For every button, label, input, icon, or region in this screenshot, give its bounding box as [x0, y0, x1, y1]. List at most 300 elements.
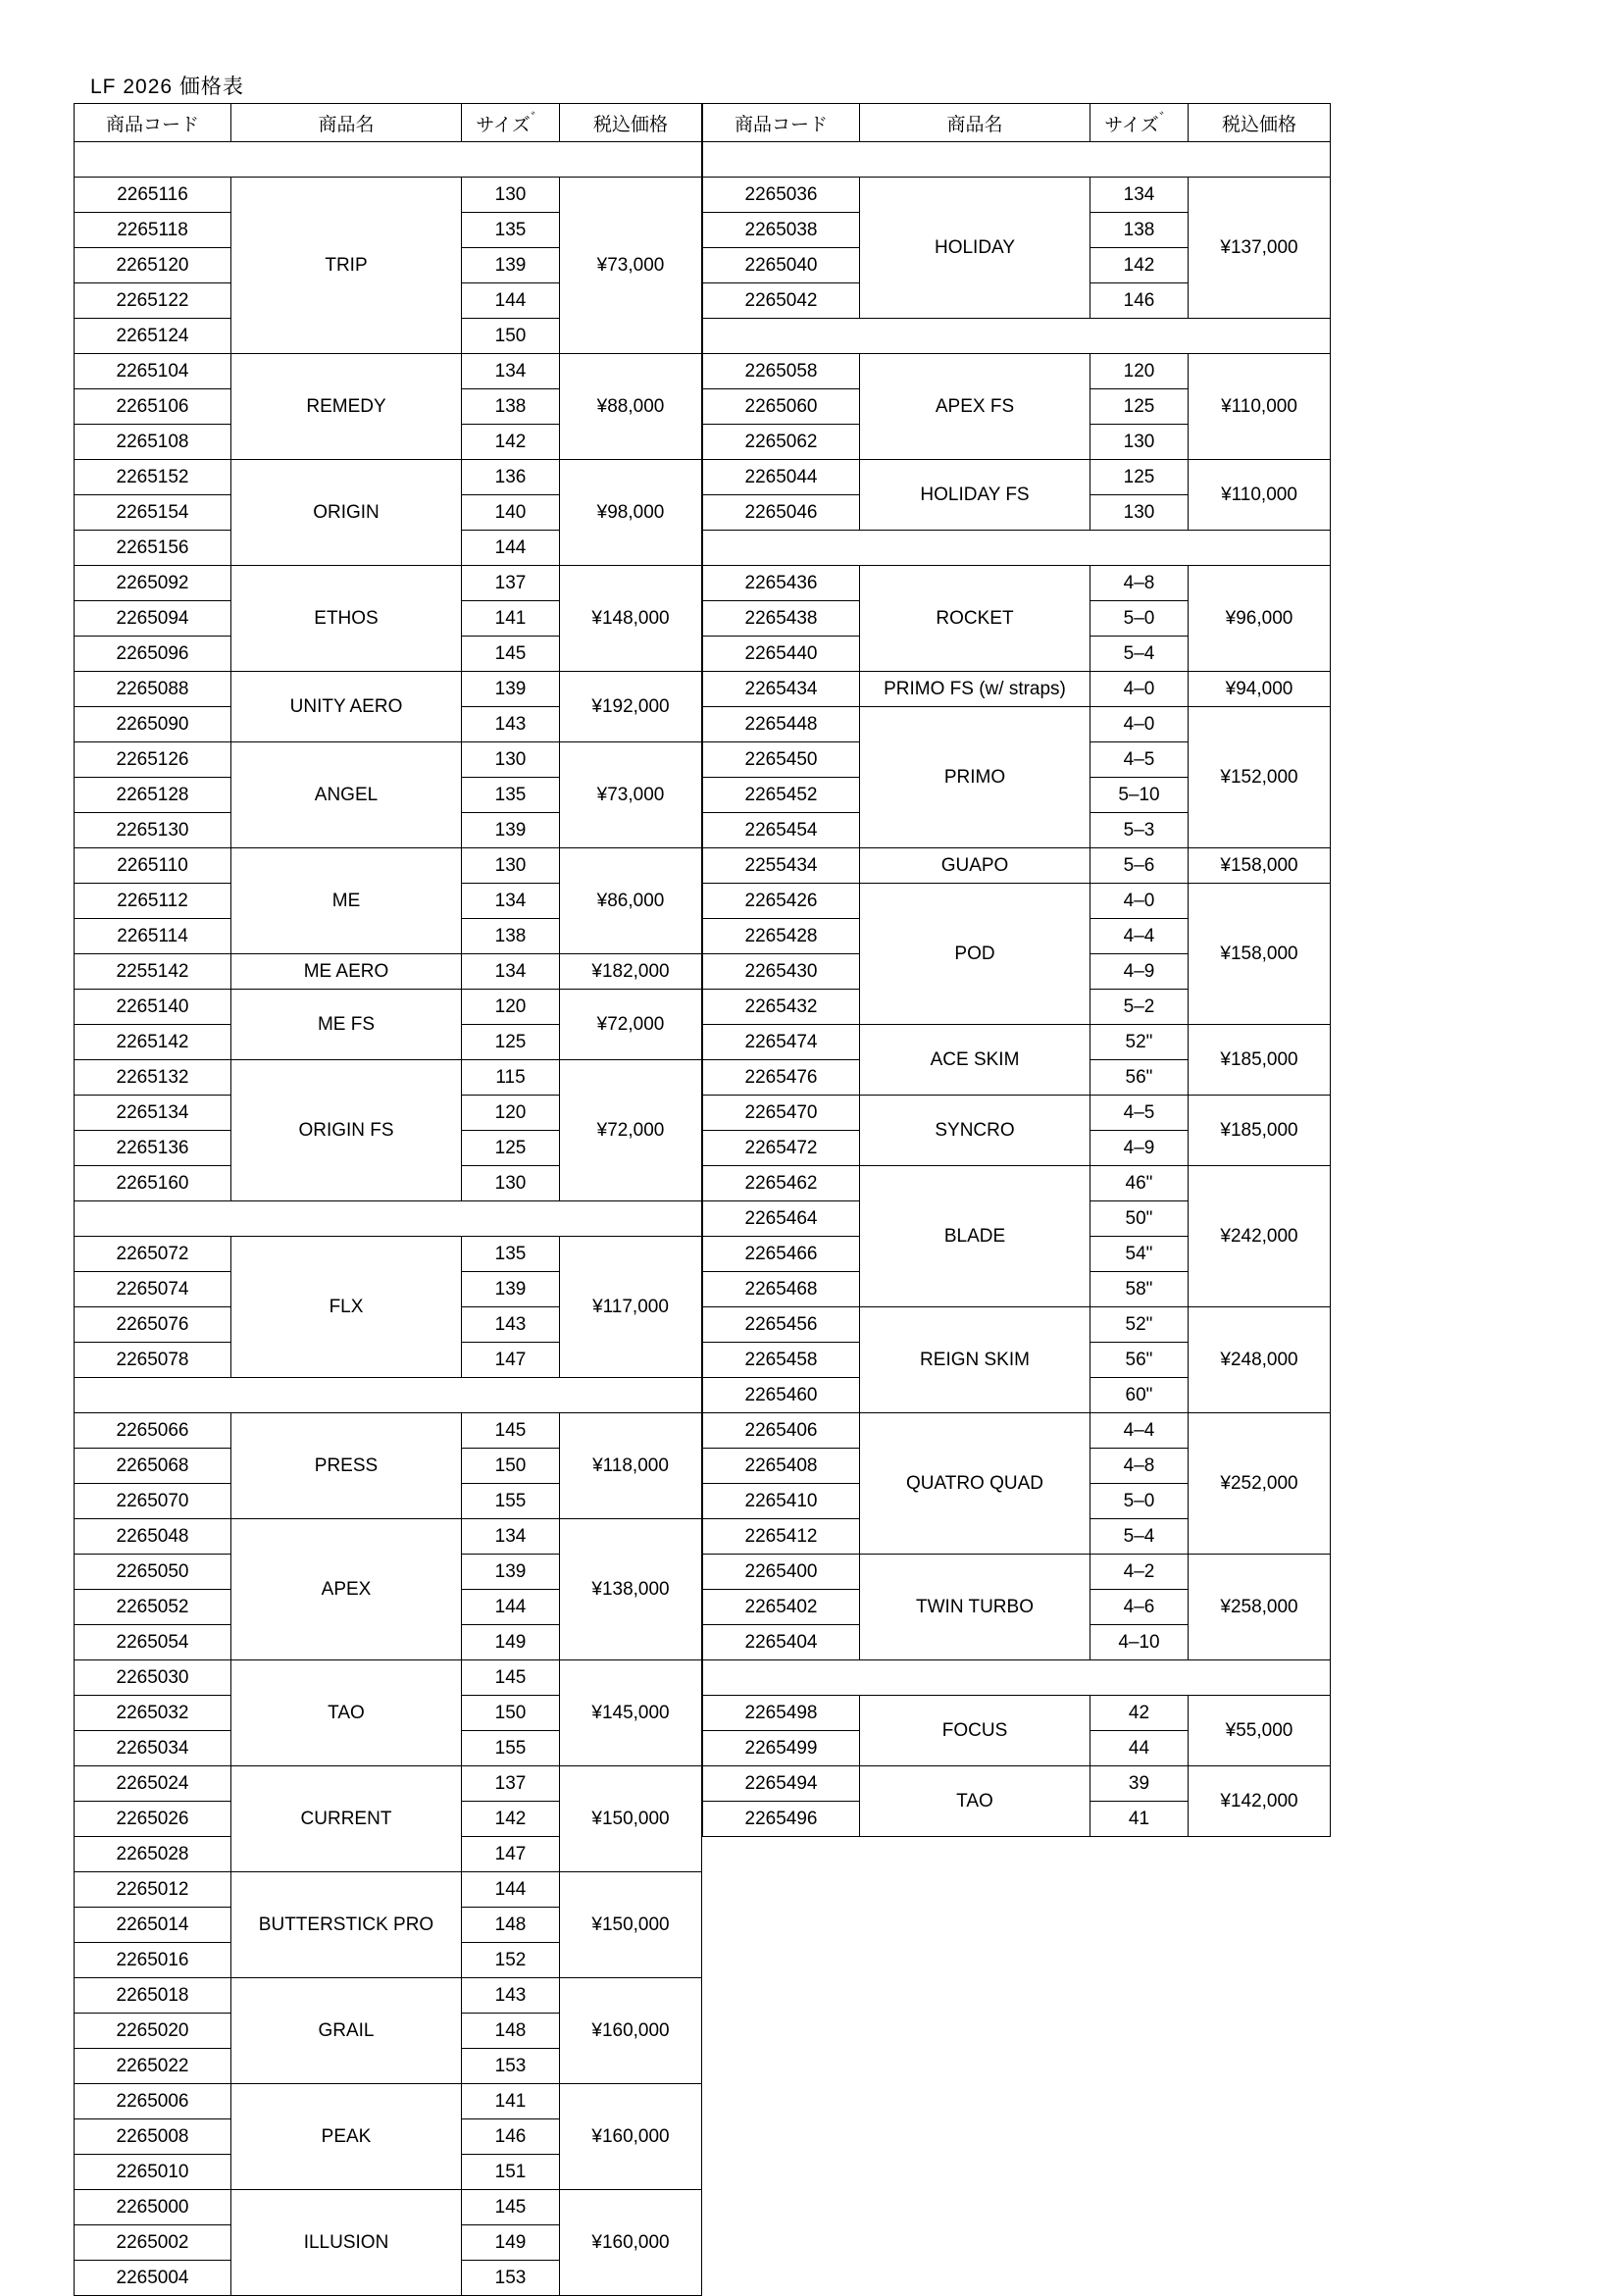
table-row: [703, 1307, 1331, 1343]
product-price: ¥192,000: [560, 672, 702, 742]
product-size: 136: [462, 460, 560, 495]
product-name: HOLIDAY FS: [860, 460, 1090, 531]
product-size: 60": [1090, 1378, 1189, 1413]
product-size: 125: [1090, 460, 1189, 495]
product-code: 2265050: [75, 1555, 231, 1590]
product-name: ME: [231, 848, 462, 954]
product-code: 2265456: [703, 1307, 860, 1343]
product-price: ¥55,000: [1189, 1696, 1331, 1766]
product-price: ¥248,000: [1189, 1307, 1331, 1413]
table-row: [75, 566, 702, 601]
header-name: 商品名: [231, 104, 462, 142]
product-price: ¥110,000: [1189, 460, 1331, 531]
product-name: QUATRO QUAD: [860, 1413, 1090, 1555]
product-code: 2265454: [703, 813, 860, 848]
section-header-row: [703, 142, 1331, 178]
product-size: 46": [1090, 1166, 1189, 1201]
product-code: 2265044: [703, 460, 860, 495]
table-row: [75, 1413, 702, 1449]
product-code: 2265110: [75, 848, 231, 884]
product-code: 2265116: [75, 178, 231, 213]
product-code: 2265020: [75, 2014, 231, 2049]
product-size: 153: [462, 2049, 560, 2084]
product-code: 2265114: [75, 919, 231, 954]
product-price: ¥110,000: [1189, 354, 1331, 460]
product-size: 142: [462, 425, 560, 460]
product-size: 146: [1090, 283, 1189, 319]
table-row: [75, 742, 702, 778]
product-code: 2265128: [75, 778, 231, 813]
product-size: 138: [462, 919, 560, 954]
table-row: [75, 1978, 702, 2014]
table-row: [703, 1166, 1331, 1201]
product-size: 144: [462, 531, 560, 566]
product-size: 138: [462, 389, 560, 425]
product-code: 2265460: [703, 1378, 860, 1413]
product-code: 2265112: [75, 884, 231, 919]
product-code: 2265470: [703, 1096, 860, 1131]
product-size: 50": [1090, 1201, 1189, 1237]
product-price: ¥117,000: [560, 1237, 702, 1378]
product-size: 145: [462, 2190, 560, 2225]
product-code: 2265126: [75, 742, 231, 778]
section-header-row: [75, 142, 702, 178]
product-name: TWIN TURBO: [860, 1555, 1090, 1660]
product-code: 2265432: [703, 990, 860, 1025]
product-code: 2265054: [75, 1625, 231, 1660]
product-name: TRIP: [231, 178, 462, 354]
product-size: 135: [462, 213, 560, 248]
product-price: ¥138,000: [560, 1519, 702, 1660]
table-row: [75, 1660, 702, 1696]
product-name: ME AERO: [231, 954, 462, 990]
product-code: 2265010: [75, 2155, 231, 2190]
product-size: 4–6: [1090, 1590, 1189, 1625]
product-size: 5–6: [1090, 848, 1189, 884]
table-row: [703, 1413, 1331, 1449]
product-name: ME FS: [231, 990, 462, 1060]
product-name: ILLUSION: [231, 2190, 462, 2296]
product-size: 143: [462, 1307, 560, 1343]
product-code: 2265428: [703, 919, 860, 954]
product-code: 2265058: [703, 354, 860, 389]
table-row: [703, 1766, 1331, 1802]
product-size: 139: [462, 672, 560, 707]
product-price: ¥182,000: [560, 954, 702, 990]
product-price: ¥185,000: [1189, 1025, 1331, 1096]
table-row: [75, 460, 702, 495]
header-name: 商品名: [860, 104, 1090, 142]
product-price: ¥160,000: [560, 2084, 702, 2190]
product-name: FOCUS: [860, 1696, 1090, 1766]
product-name: BUTTERSTICK PRO: [231, 1872, 462, 1978]
section-header-row: [703, 319, 1331, 354]
product-code: 2265060: [703, 389, 860, 425]
product-code: 2265412: [703, 1519, 860, 1555]
table-row: [703, 884, 1331, 919]
table-row: [75, 672, 702, 707]
product-price: ¥158,000: [1189, 848, 1331, 884]
product-size: 41: [1090, 1802, 1189, 1837]
product-code: 2265430: [703, 954, 860, 990]
product-price: ¥72,000: [560, 1060, 702, 1201]
product-code: 2265000: [75, 2190, 231, 2225]
product-size: 125: [1090, 389, 1189, 425]
product-size: 130: [462, 848, 560, 884]
table-row: [703, 672, 1331, 707]
product-price: ¥98,000: [560, 460, 702, 566]
product-name: PRIMO: [860, 707, 1090, 848]
product-name: PRIMO FS (w/ straps): [860, 672, 1090, 707]
product-size: 5–0: [1090, 1484, 1189, 1519]
product-size: 134: [462, 954, 560, 990]
product-code: 2265458: [703, 1343, 860, 1378]
product-code: 2265046: [703, 495, 860, 531]
product-size: 5–2: [1090, 990, 1189, 1025]
product-code: 2255434: [703, 848, 860, 884]
product-size: 4–0: [1090, 707, 1189, 742]
product-size: 149: [462, 1625, 560, 1660]
product-code: 2265002: [75, 2225, 231, 2261]
product-price: ¥242,000: [1189, 1166, 1331, 1307]
table-row: [75, 1766, 702, 1802]
product-code: 2265130: [75, 813, 231, 848]
table-row: [75, 2190, 702, 2225]
product-size: 4–5: [1090, 1096, 1189, 1131]
product-price: ¥96,000: [1189, 566, 1331, 672]
product-size: 143: [462, 707, 560, 742]
product-code: 2265142: [75, 1025, 231, 1060]
product-size: 139: [462, 248, 560, 283]
product-code: 2265436: [703, 566, 860, 601]
product-name: SYNCRO: [860, 1096, 1090, 1166]
product-size: 137: [462, 1766, 560, 1802]
product-size: 150: [462, 1449, 560, 1484]
product-size: 4–4: [1090, 1413, 1189, 1449]
product-code: 2265452: [703, 778, 860, 813]
section-title: WAKEBOARD – BOAT –: [75, 142, 702, 178]
product-size: 52": [1090, 1025, 1189, 1060]
product-price: ¥118,000: [560, 1413, 702, 1519]
table-row: [703, 1696, 1331, 1731]
section-header-row: [703, 1660, 1331, 1696]
table-row: [703, 1096, 1331, 1131]
product-price: ¥148,000: [560, 566, 702, 672]
product-code: 2265048: [75, 1519, 231, 1555]
product-code: 2265040: [703, 248, 860, 283]
product-code: 2265474: [703, 1025, 860, 1060]
header-code: 商品コード: [75, 104, 231, 142]
product-name: HOLIDAY: [860, 178, 1090, 319]
product-size: 5–0: [1090, 601, 1189, 637]
product-name: CURRENT: [231, 1766, 462, 1872]
product-size: 42: [1090, 1696, 1189, 1731]
product-code: 2265042: [703, 283, 860, 319]
product-code: 2265078: [75, 1343, 231, 1378]
product-price: ¥185,000: [1189, 1096, 1331, 1166]
page-title: LF 2026 価格表: [90, 76, 244, 98]
section-header-row: [75, 1201, 702, 1237]
product-name: PRESS: [231, 1413, 462, 1519]
product-size: 130: [462, 178, 560, 213]
product-name: GRAIL: [231, 1978, 462, 2084]
section-title: MEN'S WAKEBOARD – PARK –: [75, 1378, 702, 1413]
product-code: 2265038: [703, 213, 860, 248]
table-row: [703, 354, 1331, 389]
product-code: 2265160: [75, 1166, 231, 1201]
product-size: 137: [462, 566, 560, 601]
product-code: 2265426: [703, 884, 860, 919]
product-size: 146: [462, 2119, 560, 2155]
product-code: 2265004: [75, 2261, 231, 2296]
product-name: ANGEL: [231, 742, 462, 848]
left-table-body: [75, 142, 702, 2296]
product-size: 4–5: [1090, 742, 1189, 778]
product-code: 2265028: [75, 1837, 231, 1872]
product-code: 2265134: [75, 1096, 231, 1131]
product-size: 135: [462, 778, 560, 813]
product-size: 56": [1090, 1343, 1189, 1378]
product-size: 155: [462, 1484, 560, 1519]
product-price: ¥145,000: [560, 1660, 702, 1766]
product-code: 2265400: [703, 1555, 860, 1590]
product-size: 143: [462, 1978, 560, 2014]
section-title: WAKESKATE: [703, 1660, 1331, 1696]
product-size: 141: [462, 601, 560, 637]
product-code: 2265122: [75, 283, 231, 319]
product-name: UNITY AERO: [231, 672, 462, 742]
product-code: 2265404: [703, 1625, 860, 1660]
product-name: REMEDY: [231, 354, 462, 460]
right-table-head: [703, 104, 1331, 142]
product-size: 134: [462, 1519, 560, 1555]
product-code: 2265016: [75, 1943, 231, 1978]
product-code: 2265462: [703, 1166, 860, 1201]
product-code: 2265068: [75, 1449, 231, 1484]
product-size: 155: [462, 1731, 560, 1766]
product-name: APEX FS: [860, 354, 1090, 460]
product-code: 2265070: [75, 1484, 231, 1519]
product-code: 2265094: [75, 601, 231, 637]
product-size: 130: [1090, 495, 1189, 531]
product-size: 139: [462, 1272, 560, 1307]
product-code: 2265476: [703, 1060, 860, 1096]
product-code: 2265052: [75, 1590, 231, 1625]
product-code: 2265408: [703, 1449, 860, 1484]
table-row: [75, 2084, 702, 2119]
product-code: 2265014: [75, 1908, 231, 1943]
product-size: 4–8: [1090, 1449, 1189, 1484]
product-code: 2265118: [75, 213, 231, 248]
product-code: 2265034: [75, 1731, 231, 1766]
table-row: [75, 848, 702, 884]
product-price: ¥137,000: [1189, 178, 1331, 319]
product-name: APEX: [231, 1519, 462, 1660]
section-title: MEN'S WAKEBOARD – BOAT & PARK –: [75, 1201, 702, 1237]
table-row: [75, 354, 702, 389]
product-size: 148: [462, 2014, 560, 2049]
product-code: 2265096: [75, 637, 231, 672]
header-size: サイズ゛: [462, 104, 560, 142]
product-name: ORIGIN: [231, 460, 462, 566]
product-size: 5–3: [1090, 813, 1189, 848]
product-size: 150: [462, 319, 560, 354]
product-size: 5–4: [1090, 637, 1189, 672]
product-code: 2265030: [75, 1660, 231, 1696]
product-price: ¥252,000: [1189, 1413, 1331, 1555]
product-name: REIGN SKIM: [860, 1307, 1090, 1413]
product-code: 2265108: [75, 425, 231, 460]
section-header-row: [75, 1378, 702, 1413]
product-code: 2265410: [703, 1484, 860, 1519]
product-name: FLX: [231, 1237, 462, 1378]
header-price: 税込価格: [560, 104, 702, 142]
product-price: ¥160,000: [560, 2190, 702, 2296]
product-code: 2265132: [75, 1060, 231, 1096]
product-size: 140: [462, 495, 560, 531]
product-price: ¥142,000: [1189, 1766, 1331, 1837]
section-title: WAKESURF: [703, 531, 1331, 566]
product-code: 2265022: [75, 2049, 231, 2084]
product-code: 2265402: [703, 1590, 860, 1625]
product-code: 2265472: [703, 1131, 860, 1166]
product-code: 2265076: [75, 1307, 231, 1343]
product-code: 2265154: [75, 495, 231, 531]
table-header-row: [703, 104, 1331, 142]
product-size: 115: [462, 1060, 560, 1096]
product-code: 2265088: [75, 672, 231, 707]
product-price: ¥94,000: [1189, 672, 1331, 707]
product-size: 135: [462, 1237, 560, 1272]
product-code: 2265156: [75, 531, 231, 566]
right-price-table: [702, 103, 1331, 1837]
product-code: 2265072: [75, 1237, 231, 1272]
table-row: [75, 178, 702, 213]
product-code: 2265066: [75, 1413, 231, 1449]
product-code: 2265450: [703, 742, 860, 778]
product-code: 2265120: [75, 248, 231, 283]
product-code: 2265498: [703, 1696, 860, 1731]
product-code: 2265024: [75, 1766, 231, 1802]
product-price: ¥160,000: [560, 1978, 702, 2084]
section-header-row: [703, 531, 1331, 566]
product-size: 144: [462, 283, 560, 319]
product-size: 44: [1090, 1731, 1189, 1766]
header-size: サイズ゛: [1090, 104, 1189, 142]
product-size: 152: [462, 1943, 560, 1978]
product-name: PEAK: [231, 2084, 462, 2190]
table-row: [75, 954, 702, 990]
table-row: [703, 178, 1331, 213]
product-size: 5–4: [1090, 1519, 1189, 1555]
table-row: [703, 848, 1331, 884]
product-size: 58": [1090, 1272, 1189, 1307]
product-code: 2265026: [75, 1802, 231, 1837]
product-code: 2265124: [75, 319, 231, 354]
header-code: 商品コード: [703, 104, 860, 142]
product-code: 2265438: [703, 601, 860, 637]
product-code: 2255142: [75, 954, 231, 990]
product-name: GUAPO: [860, 848, 1090, 884]
product-size: 142: [462, 1802, 560, 1837]
section-title: KID'S WAKEBOARD – PARK–: [703, 319, 1331, 354]
left-table-head: [75, 104, 702, 142]
product-size: 120: [462, 990, 560, 1025]
product-price: ¥73,000: [560, 742, 702, 848]
product-name: TAO: [231, 1660, 462, 1766]
product-size: 130: [462, 1166, 560, 1201]
product-code: 2265018: [75, 1978, 231, 2014]
product-size: 125: [462, 1131, 560, 1166]
table-row: [75, 1872, 702, 1908]
product-code: 2265032: [75, 1696, 231, 1731]
product-size: 130: [462, 742, 560, 778]
price-tables: [74, 103, 1545, 2296]
table-row: [75, 990, 702, 1025]
table-row: [703, 1555, 1331, 1590]
product-name: POD: [860, 884, 1090, 1025]
product-name: ORIGIN FS: [231, 1060, 462, 1201]
product-code: 2265466: [703, 1237, 860, 1272]
product-size: 145: [462, 1413, 560, 1449]
product-size: 4–2: [1090, 1555, 1189, 1590]
product-size: 5–10: [1090, 778, 1189, 813]
product-size: 54": [1090, 1237, 1189, 1272]
product-size: 148: [462, 1908, 560, 1943]
product-code: 2265012: [75, 1872, 231, 1908]
product-code: 2265440: [703, 637, 860, 672]
table-row: [75, 1237, 702, 1272]
product-size: 150: [462, 1696, 560, 1731]
product-size: 147: [462, 1837, 560, 1872]
product-code: 2265448: [703, 707, 860, 742]
product-price: ¥88,000: [560, 354, 702, 460]
product-size: 144: [462, 1590, 560, 1625]
product-code: 2265036: [703, 178, 860, 213]
product-name: TAO: [860, 1766, 1090, 1837]
product-price: ¥73,000: [560, 178, 702, 354]
product-size: 39: [1090, 1766, 1189, 1802]
product-code: 2265406: [703, 1413, 860, 1449]
product-name: BLADE: [860, 1166, 1090, 1307]
table-header-row: [75, 104, 702, 142]
product-name: ACE SKIM: [860, 1025, 1090, 1096]
product-code: 2265140: [75, 990, 231, 1025]
product-size: 120: [1090, 354, 1189, 389]
product-price: ¥86,000: [560, 848, 702, 954]
product-code: 2265464: [703, 1201, 860, 1237]
product-size: 4–4: [1090, 919, 1189, 954]
product-code: 2265092: [75, 566, 231, 601]
product-price: ¥72,000: [560, 990, 702, 1060]
product-code: 2265152: [75, 460, 231, 495]
table-row: [703, 1025, 1331, 1060]
right-table-body: [703, 142, 1331, 1837]
product-price: ¥158,000: [1189, 884, 1331, 1025]
product-size: 4–8: [1090, 566, 1189, 601]
product-name: ETHOS: [231, 566, 462, 672]
product-size: 56": [1090, 1060, 1189, 1096]
table-row: [703, 707, 1331, 742]
product-size: 141: [462, 2084, 560, 2119]
product-size: 147: [462, 1343, 560, 1378]
header-price: 税込価格: [1189, 104, 1331, 142]
product-size: 142: [1090, 248, 1189, 283]
product-size: 138: [1090, 213, 1189, 248]
product-code: 2265062: [703, 425, 860, 460]
product-code: 2265090: [75, 707, 231, 742]
product-size: 145: [462, 637, 560, 672]
